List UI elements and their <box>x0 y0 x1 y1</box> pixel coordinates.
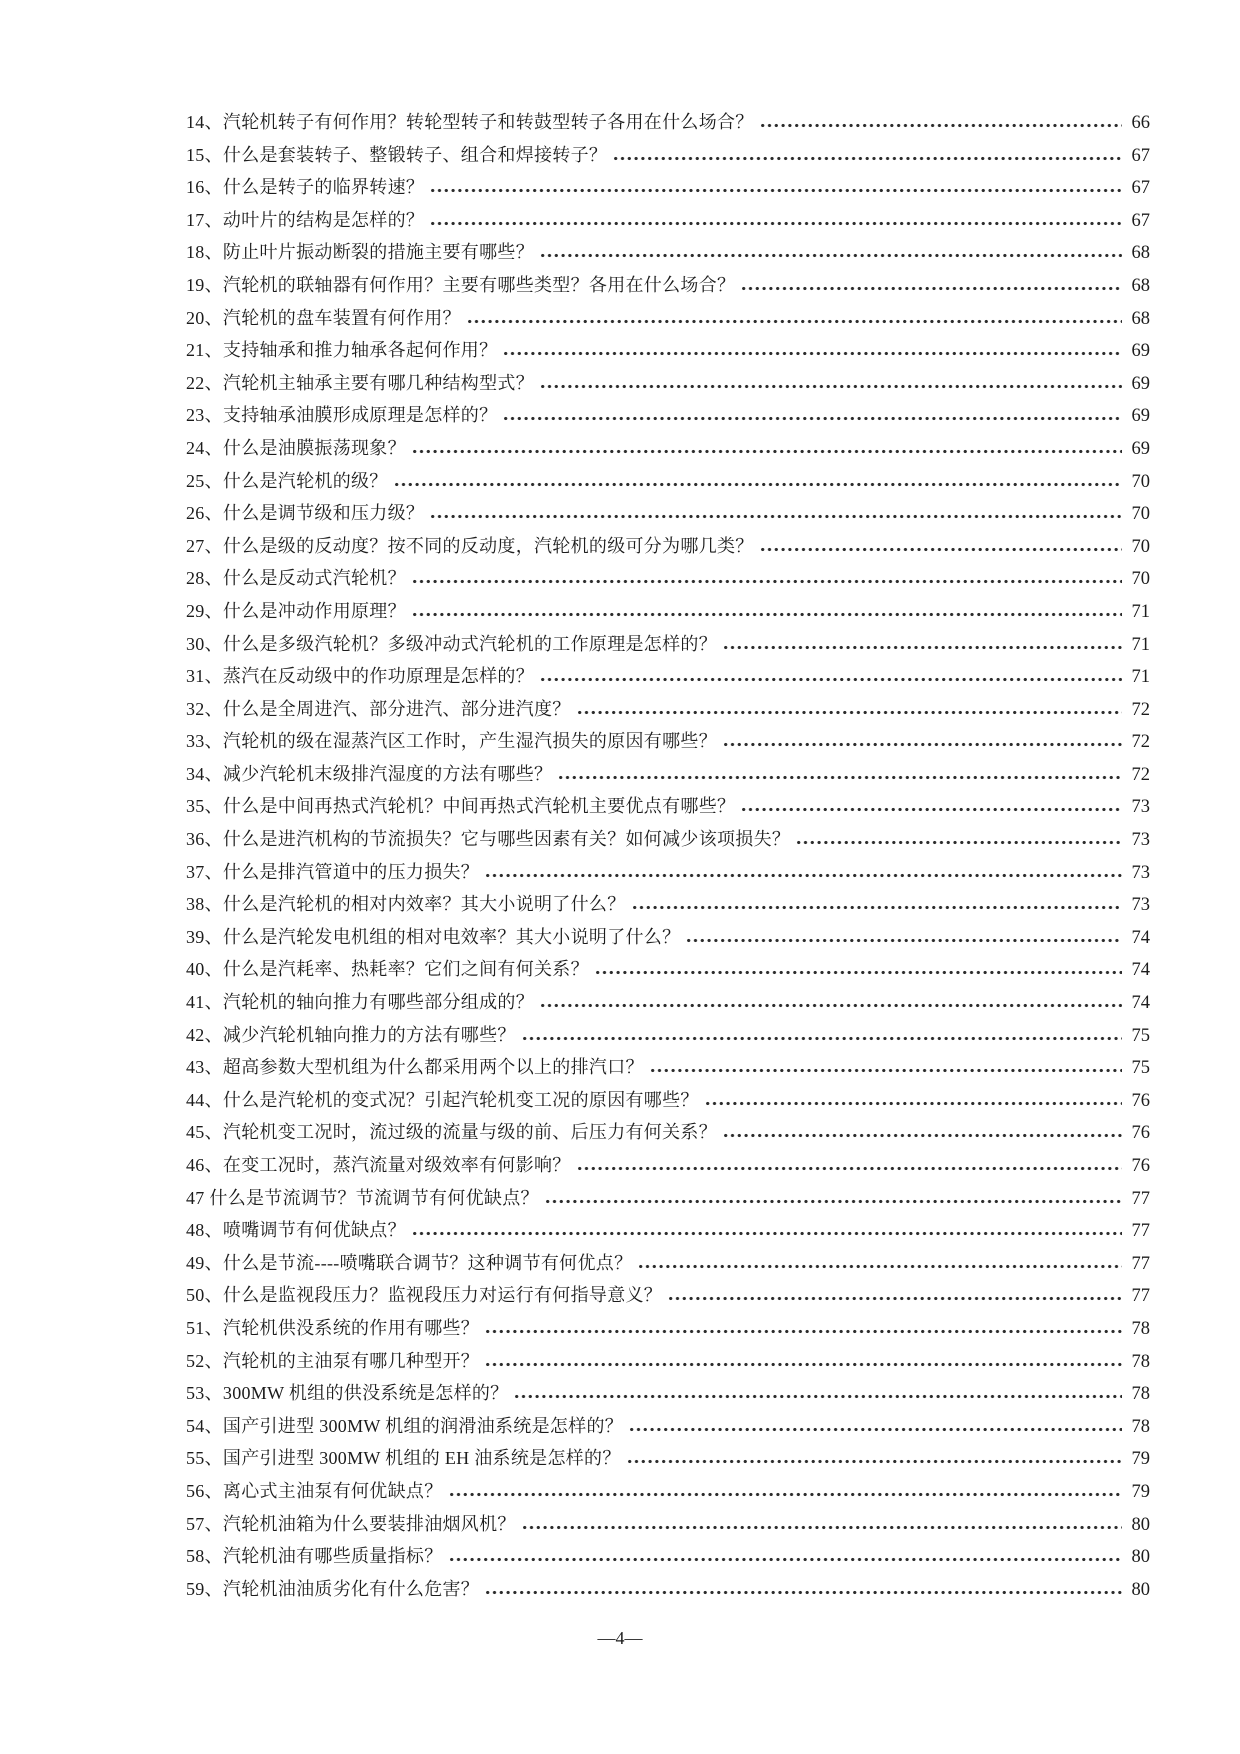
toc-entry[interactable] <box>186 139 1150 172</box>
toc-entry[interactable] <box>186 302 1150 335</box>
footer-page-number: —4— <box>597 1628 643 1648</box>
toc-entry[interactable] <box>186 595 1150 628</box>
dot-leader <box>578 1166 1122 1171</box>
dot-leader <box>630 1427 1122 1432</box>
dot-leader <box>724 742 1122 747</box>
table-of-contents <box>186 106 1150 1605</box>
toc-entry-title: 48、喷嘴调节有何优缺点？ <box>186 1220 406 1241</box>
toc-entry-title: 31、蒸汽在反动级中的作功原理是怎样的？ <box>186 666 534 687</box>
dot-leader <box>413 612 1122 617</box>
toc-page-number: 78 <box>1131 1384 1150 1405</box>
toc-page-number: 80 <box>1131 1579 1150 1600</box>
toc-entry-title: 50、什么是监视段压力？监视段压力对运行有何指导意义？ <box>186 1285 663 1306</box>
toc-page-number: 75 <box>1131 1058 1150 1079</box>
toc-page-number: 72 <box>1131 764 1150 785</box>
toc-entry[interactable] <box>186 1051 1150 1084</box>
toc-page-number: 71 <box>1131 634 1150 655</box>
toc-entry-title: 43、超高参数大型机组为什么都采用两个以上的排汽口？ <box>186 1057 644 1078</box>
dot-leader <box>504 351 1122 356</box>
dot-leader <box>651 1068 1122 1073</box>
toc-entry-title: 52、汽轮机的主油泵有哪几种型开？ <box>186 1350 480 1371</box>
dot-leader <box>523 1036 1122 1041</box>
toc-entry[interactable] <box>186 1116 1150 1149</box>
toc-entry-title: 42、减少汽轮机轴向推力的方法有哪些？ <box>186 1024 516 1045</box>
toc-entry-title: 14、汽轮机转子有何作用？转轮型转子和转鼓型转子各用在什么场合？ <box>186 112 754 132</box>
toc-page-number: 78 <box>1131 1351 1150 1372</box>
toc-entry[interactable] <box>186 725 1150 758</box>
dot-leader <box>523 1525 1122 1530</box>
dot-leader <box>797 840 1122 845</box>
toc-entry-title: 27、什么是级的反动度？按不同的反动度，汽轮机的级可分为哪几类？ <box>186 535 754 556</box>
toc-entry-title: 40、什么是汽耗率、热耗率？它们之间有何关系？ <box>186 959 589 980</box>
dot-leader <box>413 579 1122 584</box>
toc-page-number: 69 <box>1131 406 1150 427</box>
toc-page-number: 73 <box>1131 830 1150 851</box>
toc-page-number: 67 <box>1131 145 1150 166</box>
toc-page-number: 69 <box>1131 341 1150 362</box>
toc-page-number: 72 <box>1131 732 1150 753</box>
toc-entry[interactable] <box>186 660 1150 693</box>
toc-entry[interactable] <box>186 465 1150 498</box>
toc-page-number: 75 <box>1131 1025 1150 1046</box>
toc-entry-title: 26、什么是调节级和压力级？ <box>186 503 425 524</box>
toc-page-number: 70 <box>1131 569 1150 590</box>
toc-entry-title: 51、汽轮机供没系统的作用有哪些？ <box>186 1317 480 1338</box>
dot-leader <box>633 905 1123 910</box>
toc-entry[interactable] <box>186 1540 1150 1573</box>
toc-page-number: 76 <box>1131 1156 1150 1176</box>
dot-leader <box>669 1296 1122 1301</box>
toc-entry-title: 55、国产引进型 300MW 机组的 EH 油系统是怎样的？ <box>186 1448 621 1469</box>
dot-leader <box>596 970 1122 975</box>
toc-entry[interactable] <box>186 1312 1150 1345</box>
toc-page-number: 69 <box>1131 373 1150 394</box>
toc-page-number: 67 <box>1131 178 1150 199</box>
toc-entry-title: 56、离心式主油泵有何优缺点？ <box>186 1480 443 1501</box>
toc-page-number: 69 <box>1131 438 1150 459</box>
toc-entry-title: 24、什么是油膜振荡现象？ <box>186 437 406 458</box>
toc-entry[interactable] <box>186 953 1150 986</box>
toc-entry-title: 21、支持轴承和推力轴承各起何作用？ <box>186 340 498 361</box>
toc-page-number: 71 <box>1131 667 1150 688</box>
toc-page-number: 68 <box>1131 275 1150 296</box>
dot-leader <box>450 1492 1123 1497</box>
toc-entry[interactable] <box>186 334 1150 367</box>
dot-leader <box>559 775 1122 780</box>
toc-entry[interactable] <box>186 1279 1150 1312</box>
toc-entry[interactable] <box>186 106 1150 139</box>
dot-leader <box>761 123 1122 128</box>
dot-leader <box>431 514 1122 519</box>
toc-entry[interactable] <box>186 1475 1150 1508</box>
toc-entry-title: 15、什么是套装转子、整锻转子、组合和焊接转子？ <box>186 144 608 165</box>
toc-page-number: 70 <box>1131 471 1150 492</box>
toc-entry-title: 22、汽轮机主轴承主要有哪几种结构型式？ <box>186 372 534 393</box>
dot-leader <box>639 1264 1122 1269</box>
toc-entry[interactable] <box>186 1442 1150 1475</box>
toc-page-number: 66 <box>1131 113 1150 133</box>
toc-entry[interactable] <box>186 269 1150 302</box>
toc-page-number: 73 <box>1131 895 1150 916</box>
dot-leader <box>486 873 1122 878</box>
dot-leader <box>628 1459 1122 1464</box>
dot-leader <box>541 384 1122 389</box>
toc-entry[interactable] <box>186 1019 1150 1052</box>
dot-leader <box>541 253 1122 258</box>
toc-page-number: 77 <box>1131 1221 1150 1242</box>
toc-entry[interactable] <box>186 1410 1150 1443</box>
toc-entry-title: 33、汽轮机的级在湿蒸汽区工作时，产生湿汽损失的原因有哪些？ <box>186 731 717 752</box>
toc-page-number: 80 <box>1131 1547 1150 1568</box>
toc-entry-title: 44、什么是汽轮机的变式况？引起汽轮机变工况的原因有哪些？ <box>186 1089 699 1110</box>
toc-entry[interactable] <box>186 758 1150 791</box>
toc-entry[interactable] <box>186 367 1150 400</box>
toc-entry-title: 46、在变工况时，蒸汽流量对级效率有何影响？ <box>186 1155 571 1175</box>
toc-entry[interactable] <box>186 823 1150 856</box>
toc-entry-title: 49、什么是节流----喷嘴联合调节？这种调节有何优点？ <box>186 1252 633 1273</box>
toc-entry[interactable] <box>186 432 1150 465</box>
toc-entry-title: 19、汽轮机的联轴器有何作用？主要有哪些类型？各用在什么场合？ <box>186 274 736 295</box>
toc-entry[interactable] <box>186 1149 1150 1182</box>
toc-page-number: 79 <box>1131 1449 1150 1470</box>
dot-leader <box>541 677 1122 682</box>
toc-page-number: 79 <box>1131 1481 1150 1502</box>
dot-leader <box>742 807 1122 812</box>
toc-entry[interactable] <box>186 1573 1150 1606</box>
toc-entry[interactable] <box>186 171 1150 204</box>
toc-page-number: 78 <box>1131 1318 1150 1339</box>
dot-leader <box>541 1003 1122 1008</box>
dot-leader <box>761 547 1122 552</box>
toc-page-number: 77 <box>1131 1253 1150 1274</box>
toc-entry-title: 28、什么是反动式汽轮机？ <box>186 568 406 589</box>
toc-page-number: 67 <box>1131 210 1150 231</box>
toc-entry-title: 17、动叶片的结构是怎样的？ <box>186 209 425 230</box>
toc-page-number: 76 <box>1131 1123 1150 1144</box>
toc-page-number: 72 <box>1131 699 1150 720</box>
toc-entry-title: 23、支持轴承油膜形成原理是怎样的？ <box>186 405 498 426</box>
toc-entry-title: 35、什么是中间再热式汽轮机？中间再热式汽轮机主要优点有哪些？ <box>186 796 736 817</box>
dot-leader <box>413 1231 1122 1236</box>
toc-entry[interactable] <box>186 497 1150 530</box>
toc-entry[interactable] <box>186 236 1150 269</box>
toc-entry[interactable] <box>186 790 1150 823</box>
toc-page-number: 77 <box>1131 1286 1150 1307</box>
toc-entry[interactable] <box>186 693 1150 726</box>
toc-page-number: 74 <box>1131 927 1150 948</box>
dot-leader <box>431 188 1122 193</box>
toc-entry-title: 53、300MW 机组的供没系统是怎样的？ <box>186 1383 509 1404</box>
dot-leader <box>413 449 1122 454</box>
toc-page-number: 77 <box>1131 1188 1150 1209</box>
dot-leader <box>515 1394 1122 1399</box>
dot-leader <box>724 645 1122 650</box>
dot-leader <box>706 1101 1122 1106</box>
toc-page-number: 70 <box>1131 504 1150 525</box>
toc-entry-title: 20、汽轮机的盘车装置有何作用？ <box>186 307 461 328</box>
toc-entry-title: 57、汽轮机油箱为什么要装排油烟风机？ <box>186 1513 516 1534</box>
dot-leader <box>546 1199 1122 1204</box>
dot-leader <box>724 1133 1122 1138</box>
toc-page-number: 68 <box>1131 308 1150 329</box>
toc-entry[interactable] <box>186 399 1150 432</box>
dot-leader <box>578 710 1122 715</box>
toc-page-number: 78 <box>1131 1416 1150 1437</box>
toc-entry-title: 36、什么是进汽机构的节流损失？它与哪些因素有关？如何减少该项损失？ <box>186 829 791 850</box>
toc-entry[interactable] <box>186 628 1150 661</box>
dot-leader <box>450 1557 1123 1562</box>
toc-entry-title: 37、什么是排汽管道中的压力损失？ <box>186 861 480 882</box>
dot-leader <box>486 1590 1122 1595</box>
dot-leader <box>504 416 1122 421</box>
toc-entry-title: 30、什么是多级汽轮机？多级冲动式汽轮机的工作原理是怎样的？ <box>186 633 717 654</box>
toc-entry[interactable] <box>186 530 1150 563</box>
toc-entry[interactable] <box>186 921 1150 954</box>
toc-entry[interactable] <box>186 1247 1150 1280</box>
toc-entry[interactable] <box>186 1182 1150 1215</box>
dot-leader <box>614 156 1122 161</box>
toc-page-number: 74 <box>1131 993 1150 1014</box>
toc-entry[interactable] <box>186 888 1150 921</box>
toc-entry-title: 47 什么是节流调节？节流调节有何优缺点？ <box>186 1187 539 1208</box>
toc-entry-title: 54、国产引进型 300MW 机组的润滑油系统是怎样的？ <box>186 1415 624 1436</box>
page-footer <box>0 1622 1240 1654</box>
toc-entry-title: 59、汽轮机油油质劣化有什么危害？ <box>186 1578 480 1599</box>
dot-leader <box>468 319 1122 324</box>
toc-entry-title: 32、什么是全周进汽、部分进汽、部分进汽度？ <box>186 698 571 719</box>
dot-leader <box>687 938 1122 943</box>
toc-entry-title: 18、防止叶片振动断裂的措施主要有哪些？ <box>186 242 534 263</box>
toc-entry[interactable] <box>186 1214 1150 1247</box>
toc-entry-title: 34、减少汽轮机末级排汽湿度的方法有哪些？ <box>186 763 553 784</box>
toc-entry[interactable] <box>186 1345 1150 1378</box>
toc-page-number: 74 <box>1131 960 1150 981</box>
toc-entry[interactable] <box>186 204 1150 237</box>
toc-page-number: 73 <box>1131 797 1150 818</box>
toc-entry-title: 16、什么是转子的临界转速？ <box>186 177 425 198</box>
dot-leader <box>742 286 1122 291</box>
toc-entry[interactable] <box>186 1508 1150 1541</box>
toc-entry[interactable] <box>186 562 1150 595</box>
toc-page-number: 73 <box>1131 862 1150 883</box>
toc-entry[interactable] <box>186 1377 1150 1410</box>
toc-entry-title: 58、汽轮机油有哪些质量指标？ <box>186 1546 443 1567</box>
toc-page-number: 71 <box>1131 601 1150 622</box>
toc-entry-title: 29、什么是冲动作用原理？ <box>186 600 406 621</box>
toc-entry-title: 45、汽轮机变工况时，流过级的流量与级的前、后压力有何关系？ <box>186 1122 717 1143</box>
toc-page-number: 70 <box>1131 536 1150 557</box>
dot-leader <box>486 1329 1122 1334</box>
toc-page-number: 80 <box>1131 1514 1150 1535</box>
toc-entry[interactable] <box>186 1084 1150 1117</box>
toc-page-number: 76 <box>1131 1090 1150 1111</box>
toc-page-number: 68 <box>1131 243 1150 264</box>
toc-entry-title: 39、什么是汽轮发电机组的相对电效率？其大小说明了什么？ <box>186 926 681 947</box>
toc-entry[interactable] <box>186 986 1150 1019</box>
dot-leader <box>486 1362 1122 1367</box>
dot-leader <box>431 221 1122 226</box>
toc-entry[interactable] <box>186 856 1150 889</box>
dot-leader <box>395 482 1122 487</box>
toc-entry-title: 25、什么是汽轮机的级？ <box>186 470 388 491</box>
toc-entry-title: 38、什么是汽轮机的相对内效率？其大小说明了什么？ <box>186 894 626 915</box>
toc-entry-title: 41、汽轮机的轴向推力有哪些部分组成的？ <box>186 992 534 1013</box>
